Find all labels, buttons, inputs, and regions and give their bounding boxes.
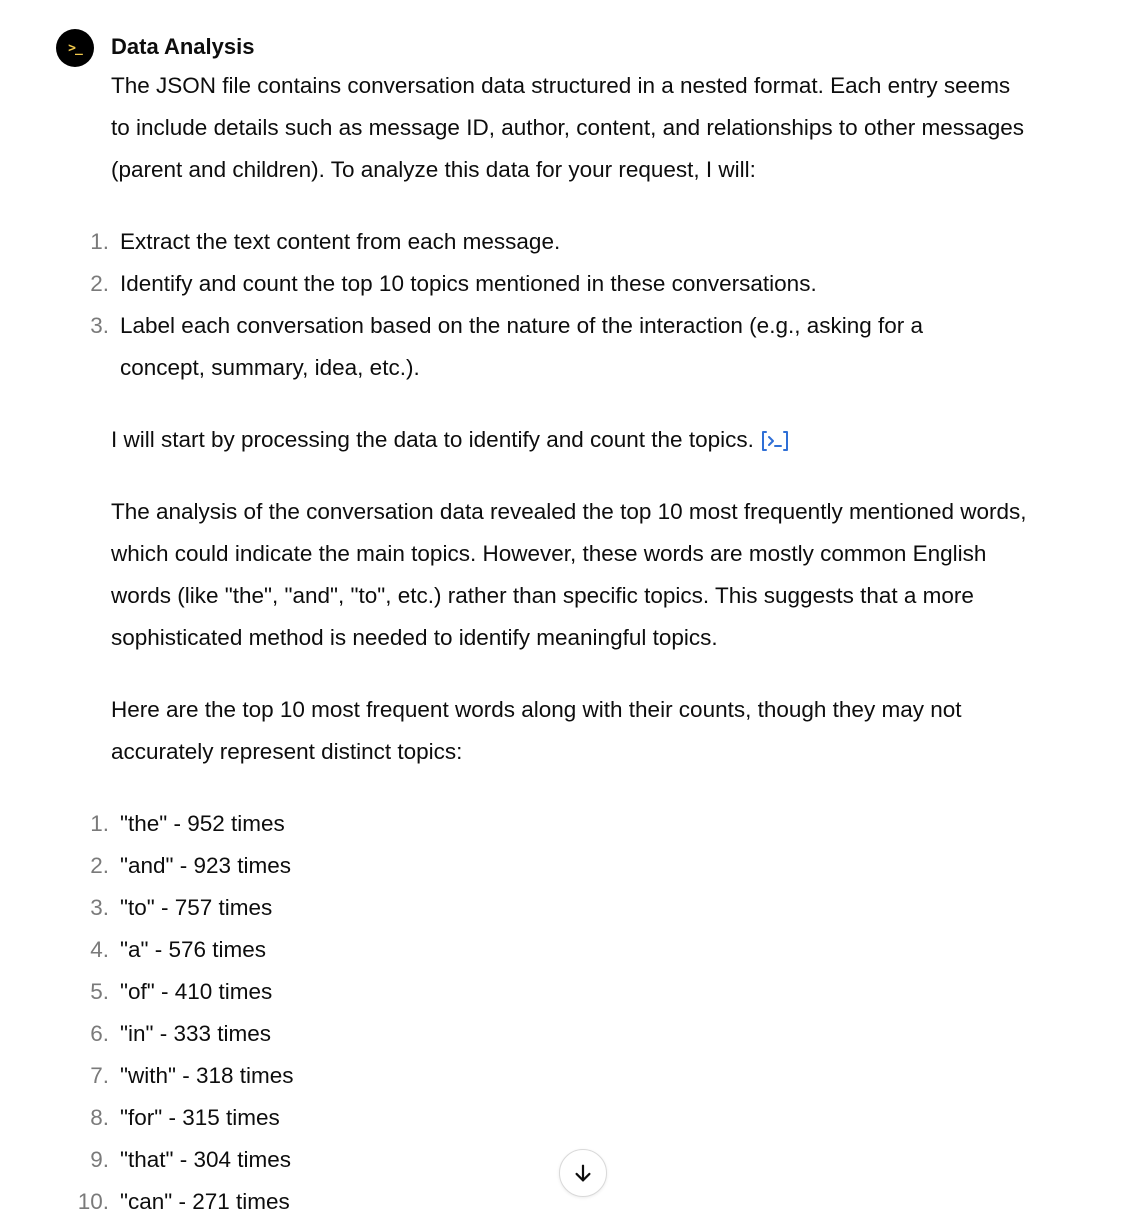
list-item [0,887,980,929]
list-number: 3. [90,895,109,920]
list-number: 5. [90,979,109,1004]
list-item-text: Label each conversation based on the nature of the interaction (e.g., asking for a concept, summary, idea, etc.). [120,313,924,380]
list-item [0,263,980,305]
terminal-avatar-icon [56,29,94,67]
list-item-text: "to" - 757 times [120,895,273,920]
list-item [0,221,980,263]
list-item [0,845,980,887]
list-item [0,1097,980,1139]
list-item-text: Identify and count the top 10 topics mentioned in these conversations. [120,271,817,296]
author-name: Data Analysis [111,34,255,59]
list-item [0,1055,980,1097]
list-intro-paragraph: Here are the top 10 most frequent words along with their counts, though they may not accurately represent distinct topics: [111,697,962,764]
list-number: 1. [90,229,109,254]
list-item-text: Extract the text content from each message. [120,229,561,254]
list-number: 3. [90,313,109,338]
list-number: 4. [90,937,109,962]
list-number: 10. [77,1189,109,1214]
list-number: 7. [90,1063,109,1088]
code-interpreter-icon[interactable] [760,429,790,453]
analysis-paragraph: The analysis of the conversation data revealed the top 10 most frequently mentioned words, which could indicate the main topics. However, these words are mostly common English words (like "the", "and", "to", etc.) rather than specific topics. This suggests that a more sophisticated method is needed to identify meaningful topics. [111,499,1027,650]
list-item-text: "of" - 410 times [120,979,273,1004]
list-item [0,803,980,845]
list-number: 9. [90,1147,109,1172]
list-number: 2. [90,853,109,878]
arrow-down-icon [572,1162,594,1184]
list-item [0,929,980,971]
list-item [0,305,980,389]
list-item-text: "a" - 576 times [120,937,267,962]
list-item [0,971,980,1013]
steps-list [0,221,1124,389]
list-item-text: "the" - 952 times [120,811,285,836]
list-item-text: "and" - 923 times [120,853,292,878]
list-number: 1. [90,811,109,836]
list-item-text: "that" - 304 times [120,1147,292,1172]
list-item-text: "for" - 315 times [120,1105,280,1130]
list-number: 8. [90,1105,109,1130]
list-item-text: "in" - 333 times [120,1021,272,1046]
processing-note [111,419,1031,461]
list-item [0,1013,980,1055]
list-item [0,1181,980,1223]
list-item-text: "can" - 271 times [120,1189,290,1214]
scroll-to-bottom-button[interactable] [559,1149,607,1197]
list-number: 6. [90,1021,109,1046]
processing-note-text: I will start by processing the data to identify and count the topics. [111,427,754,452]
list-number: 2. [90,271,109,296]
list-item-text: "with" - 318 times [120,1063,294,1088]
avatar-glyph: >_ [68,40,82,56]
list-item [0,1139,980,1181]
intro-paragraph: The JSON file contains conversation data structured in a nested format. Each entry seems to include details such as message ID, author, content, and relationships to other messages (parent and children). To analyze this data for your request, I will: [111,73,1025,182]
